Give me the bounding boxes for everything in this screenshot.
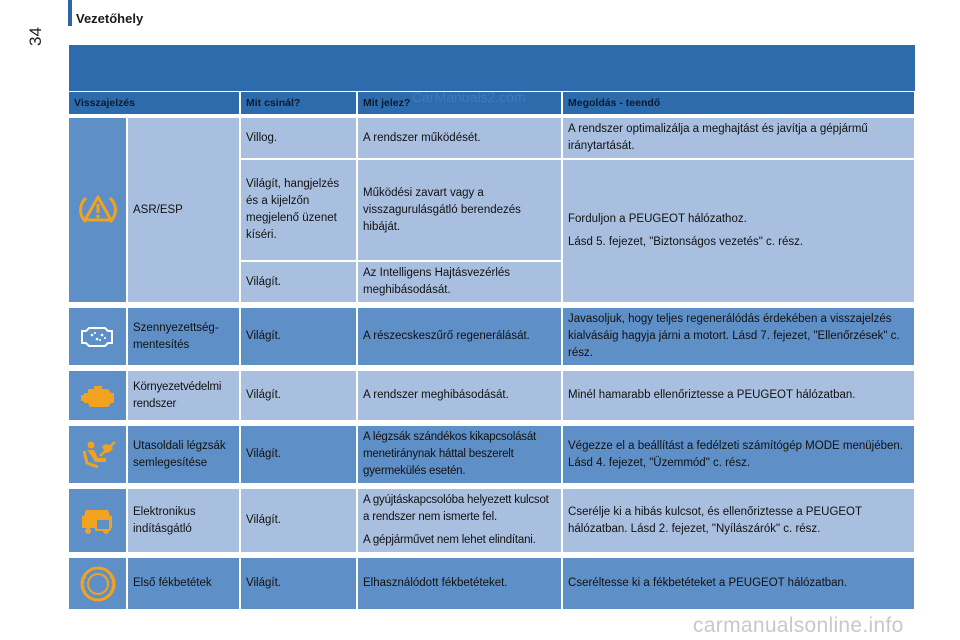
warning-triangle-icon xyxy=(77,189,119,231)
column-header-light: Visszajelzés xyxy=(69,92,240,114)
asr-action-2: Világít, hangjelzés és a kijelzőn megjelenő üzenet kíséri. xyxy=(240,159,357,261)
brake-action: Világít. xyxy=(240,558,357,610)
asr-icon-cell xyxy=(69,118,127,303)
brake-name: Első fékbetétek xyxy=(127,558,240,610)
table-row xyxy=(69,118,915,159)
dpf-name: Szennyezettség-mentesítés xyxy=(127,308,240,366)
asr-meaning-2: Működési zavart vagy a visszagurulásgátló berendezés hibáját. xyxy=(357,159,562,261)
airbag-name: Utasoldali légzsák semlegesítése xyxy=(127,426,240,484)
watermark-top: CarManuals2.com xyxy=(412,89,526,105)
table-row xyxy=(69,489,915,553)
engine-name: Környezetvédelmi rendszer xyxy=(127,371,240,421)
airbag-action: Világít. xyxy=(240,426,357,484)
brake-pads-icon xyxy=(78,565,118,603)
brake-solution: Cseréltesse ki a fékbetéteket a PEUGEOT hálózatban. xyxy=(562,558,915,610)
particle-filter-icon xyxy=(78,325,118,349)
brake-icon-cell xyxy=(69,558,127,610)
immobiliser-icon xyxy=(78,504,118,538)
immobiliser-action: Világít. xyxy=(240,489,357,553)
airbag-off-icon xyxy=(78,438,118,472)
asr-solution-line: Lásd 5. fejezet, "Biztonságos vezetés" c. rész. xyxy=(568,236,804,248)
immobiliser-name: Elektronikus indításgátló xyxy=(127,489,240,553)
table-row xyxy=(69,371,915,421)
immobiliser-meaning-line: A gyújtáskapcsolóba helyezett kulcsot a rendszer nem ismerte fel. xyxy=(363,494,549,523)
dpf-meaning: A részecskeszűrő regenerálását. xyxy=(357,308,562,366)
dpf-action: Világít. xyxy=(240,308,357,366)
immobiliser-icon-cell xyxy=(69,489,127,553)
page-number: 34 xyxy=(26,27,45,46)
engine-icon-cell xyxy=(69,371,127,421)
watermark-bottom: carmanualsonline.info xyxy=(693,614,904,637)
section-title: Vezetőhely xyxy=(76,11,144,26)
engine-solution: Minél hamarabb ellenőriztesse a PEUGEOT hálózatban. xyxy=(562,371,915,421)
asr-name: ASR/ESP xyxy=(127,118,240,303)
table-row xyxy=(69,426,915,484)
airbag-meaning: A légzsák szándékos kikapcsolását menetiránynak háttal beszerelt gyermekülés esetén. xyxy=(357,426,562,484)
asr-action-1: Villog. xyxy=(240,118,357,159)
header-band xyxy=(69,45,915,91)
airbag-icon-cell xyxy=(69,426,127,484)
engine-action: Világít. xyxy=(240,371,357,421)
engine-icon xyxy=(78,381,118,411)
column-header-meaning: Mit jelez? xyxy=(357,92,562,114)
immobiliser-meaning-line: A gépjárművet nem lehet elindítani. xyxy=(363,534,536,546)
warning-lights-table xyxy=(69,92,916,611)
asr-action-3: Világít. xyxy=(240,261,357,303)
asr-solution-1: A rendszer optimalizálja a meghajtást és javítja a gépjármű iránytartását. xyxy=(562,118,915,159)
dpf-solution: Javasoljuk, hogy teljes regenerálódás érdekében a visszajelzés kialvásáig hagyja járni a motort. Lásd 7. fejezet, "Ellenőrzések" c. rész. xyxy=(562,308,915,366)
asr-shared-solution xyxy=(562,159,915,303)
table-row xyxy=(69,308,915,366)
dpf-icon-cell xyxy=(69,308,127,366)
column-header-solution: Megoldás - teendő xyxy=(562,92,915,114)
column-header-action: Mit csinál? xyxy=(240,92,357,114)
immobiliser-meaning xyxy=(357,489,562,553)
asr-solution-line: Forduljon a PEUGEOT hálózathoz. xyxy=(568,213,747,225)
side-accent-bar xyxy=(68,0,72,26)
asr-meaning-1: A rendszer működését. xyxy=(357,118,562,159)
table-row xyxy=(69,558,915,610)
immobiliser-solution: Cserélje ki a hibás kulcsot, és ellenőriztesse a PEUGEOT hálózatban. Lásd 2. fejezet, "Nyílászárók" c. rész. xyxy=(562,489,915,553)
airbag-solution: Végezze el a beállítást a fedélzeti számítógép MODE menüjében. Lásd 4. fejezet, "Üzemmód" c. rész. xyxy=(562,426,915,484)
engine-meaning: A rendszer meghibásodását. xyxy=(357,371,562,421)
asr-meaning-3: Az Intelligens Hajtásvezérlés meghibásodását. xyxy=(357,261,562,303)
brake-meaning: Elhasználódott fékbetéteket. xyxy=(357,558,562,610)
